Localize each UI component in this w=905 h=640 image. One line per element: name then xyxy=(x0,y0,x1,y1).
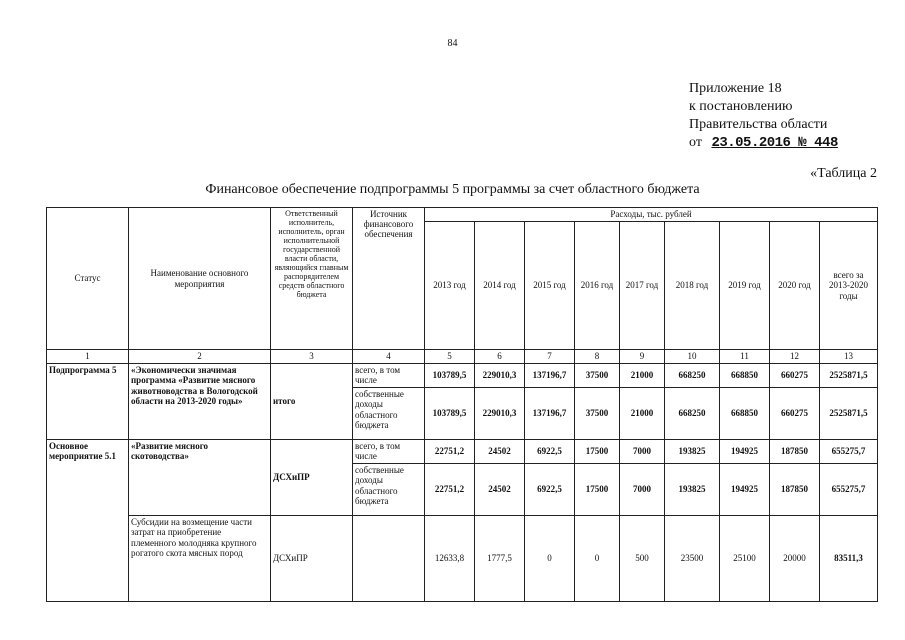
value-cell: 24502 xyxy=(475,463,525,515)
name-cell: «Развитие мясного скотоводства» xyxy=(129,439,271,515)
value-cell: 137196,7 xyxy=(525,387,575,439)
column-number: 8 xyxy=(575,350,620,364)
value-cell: 668250 xyxy=(665,387,720,439)
header-expenses: Расходы, тыс. рублей xyxy=(425,208,878,222)
value-cell: 500 xyxy=(620,515,665,601)
value-cell: 6922,5 xyxy=(525,439,575,463)
column-number: 7 xyxy=(525,350,575,364)
column-number: 12 xyxy=(770,350,820,364)
value-cell: 23500 xyxy=(665,515,720,601)
value-cell: 103789,5 xyxy=(425,387,475,439)
column-number: 2 xyxy=(129,350,271,364)
value-cell: 22751,2 xyxy=(425,439,475,463)
appendix-line-1: Приложение 18 xyxy=(689,81,782,96)
column-number: 9 xyxy=(620,350,665,364)
value-cell: 7000 xyxy=(620,439,665,463)
header-year: 2019 год xyxy=(720,222,770,350)
column-number: 3 xyxy=(271,350,353,364)
value-cell: 12633,8 xyxy=(425,515,475,601)
status-cell: Подпрограмма 5 xyxy=(47,363,129,439)
executor-cell: ДСХиПР xyxy=(271,515,353,601)
column-number: 10 xyxy=(665,350,720,364)
source-cell xyxy=(353,515,425,601)
header-total: всего за 2013-2020 годы xyxy=(820,222,878,350)
from-label: от xyxy=(689,135,702,150)
value-cell: 668850 xyxy=(720,387,770,439)
value-cell: 668250 xyxy=(665,363,720,387)
table-row xyxy=(47,439,878,463)
column-number: 1 xyxy=(47,350,129,364)
header-year: 2017 год xyxy=(620,222,665,350)
name-cell: Субсидии на возмещение части затрат на приобретение племенного молодняка крупного рогатого скота мясных пород xyxy=(129,515,271,601)
table-label: «Таблица 2 xyxy=(810,166,877,181)
value-cell: 655275,7 xyxy=(820,463,878,515)
budget-table xyxy=(46,207,878,602)
appendix-line-3: Правительства области xyxy=(689,117,828,132)
value-cell: 20000 xyxy=(770,515,820,601)
value-cell: 229010,3 xyxy=(475,387,525,439)
value-cell: 7000 xyxy=(620,463,665,515)
value-cell: 1777,5 xyxy=(475,515,525,601)
executor-cell: ДСХиПР xyxy=(271,439,353,515)
column-number: 13 xyxy=(820,350,878,364)
value-cell: 25100 xyxy=(720,515,770,601)
header-status: Статус xyxy=(47,208,129,350)
value-cell: 103789,5 xyxy=(425,363,475,387)
header-year: 2015 год xyxy=(525,222,575,350)
value-cell: 655275,7 xyxy=(820,439,878,463)
header-year: 2020 год xyxy=(770,222,820,350)
value-cell: 24502 xyxy=(475,439,525,463)
table-row xyxy=(47,515,878,601)
source-cell: собственные доходы областного бюджета xyxy=(353,463,425,515)
column-number: 6 xyxy=(475,350,525,364)
value-cell: 660275 xyxy=(770,387,820,439)
source-cell: всего, в том числе xyxy=(353,363,425,387)
value-cell: 193825 xyxy=(665,439,720,463)
value-cell: 660275 xyxy=(770,363,820,387)
appendix-block xyxy=(689,80,838,152)
value-cell: 0 xyxy=(575,515,620,601)
document-title: Финансовое обеспечение подпрограммы 5 программы за счет областного бюджета xyxy=(205,182,700,197)
header-year: 2013 год xyxy=(425,222,475,350)
column-number-row xyxy=(47,350,878,364)
header-source: Источник финансового обеспечения xyxy=(353,208,425,350)
value-cell: 2525871,5 xyxy=(820,363,878,387)
value-cell: 193825 xyxy=(665,463,720,515)
header-name: Наименование основного мероприятия xyxy=(129,208,271,350)
value-cell: 194925 xyxy=(720,439,770,463)
appendix-line-2: к постановлению xyxy=(689,99,793,114)
value-cell: 37500 xyxy=(575,363,620,387)
value-cell: 187850 xyxy=(770,439,820,463)
value-cell: 2525871,5 xyxy=(820,387,878,439)
column-number: 11 xyxy=(720,350,770,364)
header-executor: Ответственный исполнитель, исполнитель, орган исполнительной государственной власти области, являющийся главным распорядителем средств областного бюджета xyxy=(271,208,353,350)
name-cell: «Экономически значимая программа «Развитие мясного животноводства в Вологодской области на 2013-2020 годы» xyxy=(129,363,271,439)
value-cell: 37500 xyxy=(575,387,620,439)
column-number: 5 xyxy=(425,350,475,364)
value-cell: 17500 xyxy=(575,463,620,515)
value-cell: 187850 xyxy=(770,463,820,515)
page-number: 84 xyxy=(447,38,458,49)
table-row xyxy=(47,363,878,387)
value-cell: 21000 xyxy=(620,387,665,439)
header-year: 2016 год xyxy=(575,222,620,350)
source-cell: собственные доходы областного бюджета xyxy=(353,387,425,439)
value-cell: 194925 xyxy=(720,463,770,515)
header-row-1 xyxy=(47,208,878,222)
value-cell: 17500 xyxy=(575,439,620,463)
appendix-date-line xyxy=(689,134,838,152)
executor-cell: итого xyxy=(271,363,353,439)
value-cell: 22751,2 xyxy=(425,463,475,515)
source-cell: всего, в том числе xyxy=(353,439,425,463)
value-cell: 21000 xyxy=(620,363,665,387)
value-cell: 83511,3 xyxy=(820,515,878,601)
resolution-date: 23.05.2016 № 448 xyxy=(711,135,838,151)
header-year: 2018 год xyxy=(665,222,720,350)
column-number: 4 xyxy=(353,350,425,364)
status-cell: Основное мероприятие 5.1 xyxy=(47,439,129,601)
value-cell: 137196,7 xyxy=(525,363,575,387)
value-cell: 0 xyxy=(525,515,575,601)
value-cell: 229010,3 xyxy=(475,363,525,387)
value-cell: 6922,5 xyxy=(525,463,575,515)
header-year: 2014 год xyxy=(475,222,525,350)
value-cell: 668850 xyxy=(720,363,770,387)
